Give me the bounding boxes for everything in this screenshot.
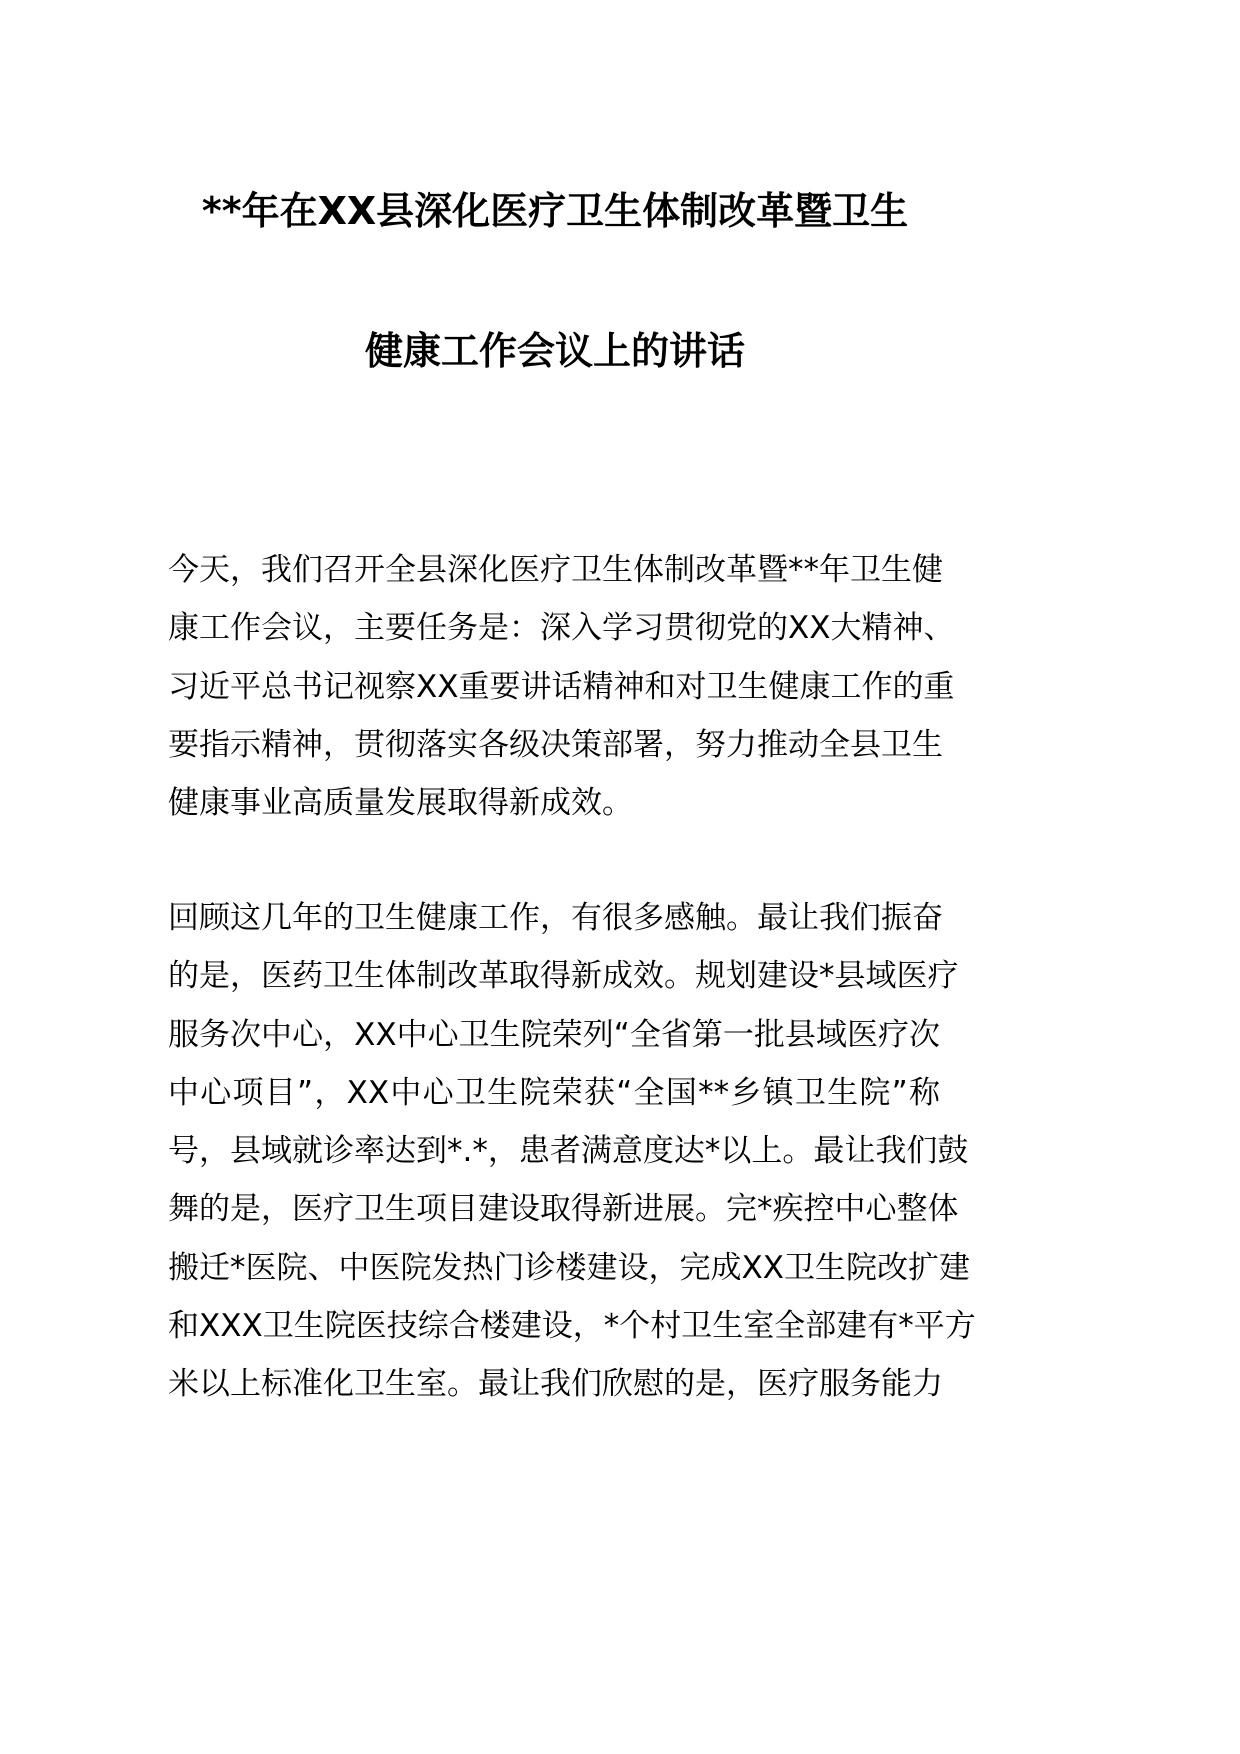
document-title-line-2: 健康工作会议上的讲话 — [364, 329, 745, 373]
text-line: 服务次中心，XX中心卫生院荣列“全省第一批县域医疗次 — [168, 1016, 940, 1053]
text-line: 康工作会议，主要任务是：深入学习贯彻党的XX大精神、 — [168, 610, 955, 647]
document-title-line-1: **年在XX县深化医疗卫生体制改革暨卫生 — [201, 189, 909, 233]
text-line: 米以上标准化卫生室。最让我们欣慰的是，医疗服务能力 — [168, 1366, 943, 1403]
text-line: 号，县域就诊率达到*.*，患者满意度达*以上。最让我们鼓 — [168, 1133, 969, 1170]
text-line: 和XXX卫生院医技综合楼建设，*个村卫生室全部建有*平方 — [168, 1308, 976, 1345]
text-line: 舞的是，医疗卫生项目建设取得新进展。完*疾控中心整体 — [168, 1191, 959, 1228]
paragraph-intro — [168, 541, 955, 832]
text-line: 习近平总书记视察XX重要讲话精神和对卫生健康工作的重 — [168, 668, 955, 705]
text-line: 健康事业高质量发展取得新成效。 — [168, 785, 633, 822]
text-line: 搬迁*医院、中医院发热门诊楼建设，完成XX卫生院改扩建 — [168, 1249, 970, 1286]
text-line: 中心项目”，XX中心卫生院荣获“全国**乡镇卫生院”称 — [168, 1074, 940, 1111]
text-line: 要指示精神，贯彻落实各级决策部署，努力推动全县卫生 — [168, 726, 943, 763]
paragraph-review — [168, 889, 976, 1414]
text-line: 的是，医药卫生体制改革取得新成效。规划建设*县域医疗 — [168, 958, 959, 995]
text-line: 今天，我们召开全县深化医疗卫生体制改革暨**年卫生健 — [168, 552, 943, 588]
text-line: 回顾这几年的卫生健康工作，有很多感触。最让我们振奋 — [168, 900, 943, 936]
